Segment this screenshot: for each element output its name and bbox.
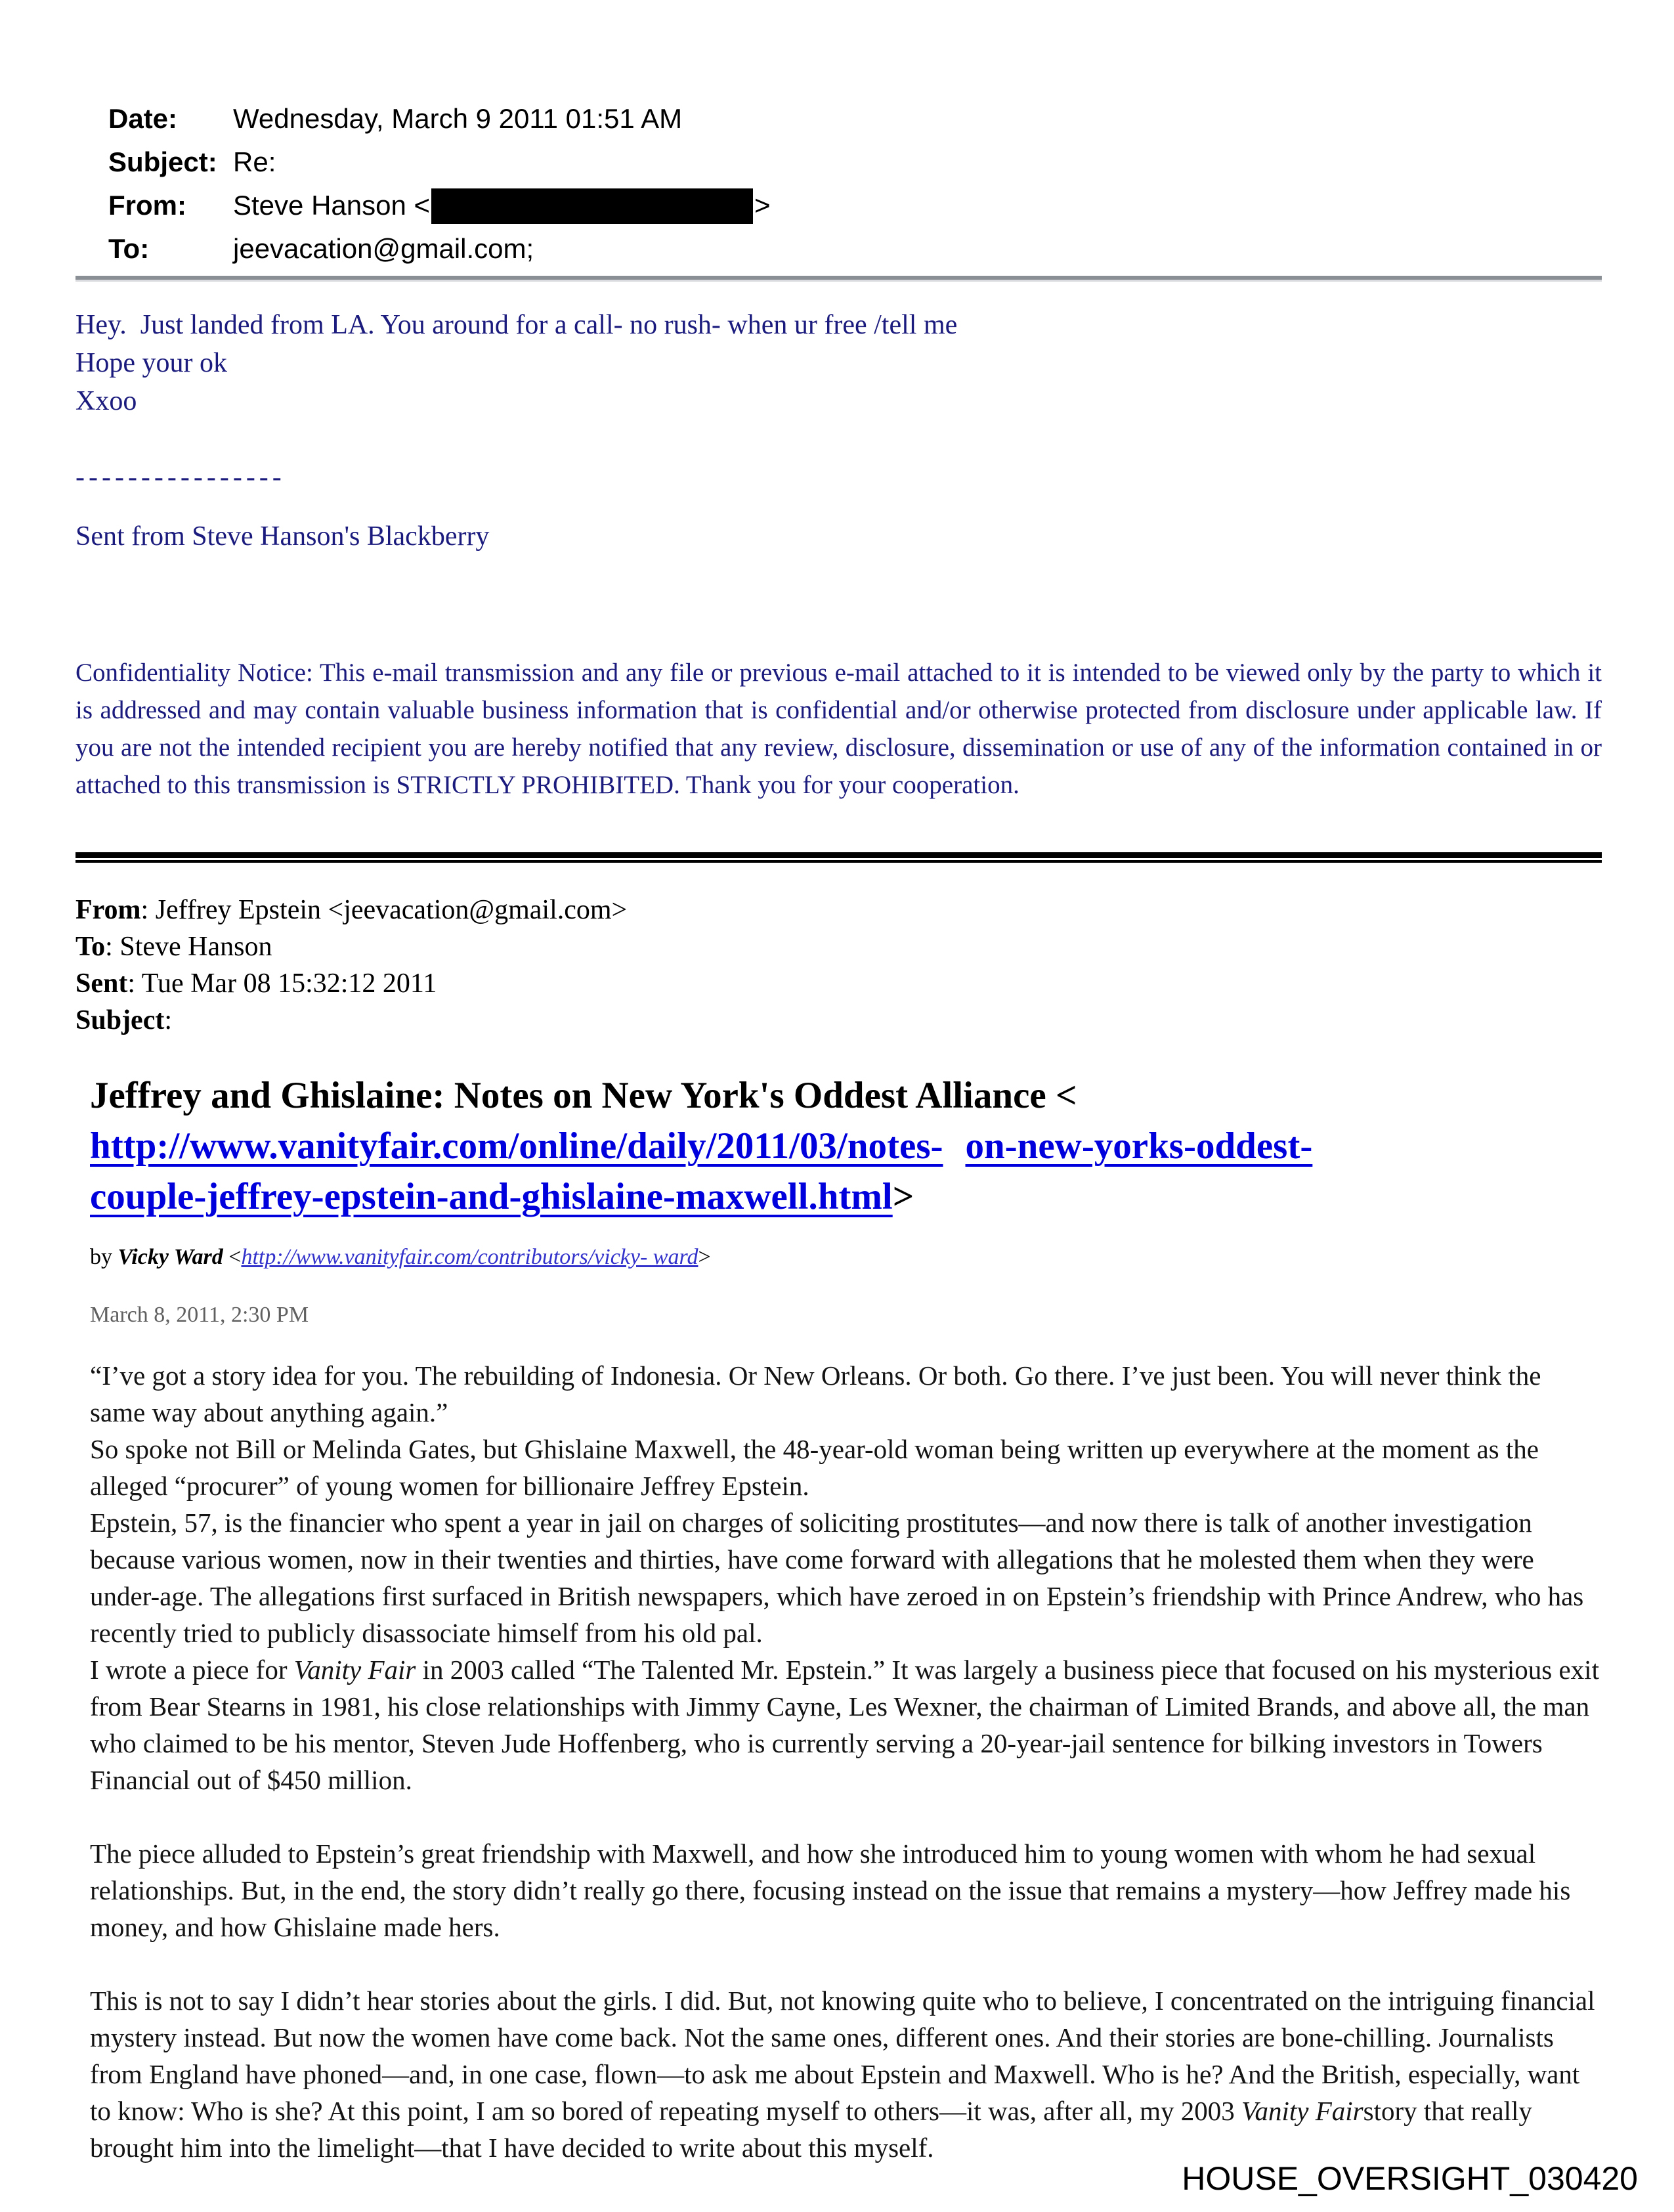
email-thread-divider: [75, 852, 1602, 863]
email1-body: [75, 306, 1602, 804]
email1-from-value: [233, 184, 771, 227]
email1-to-value: jeevacation@gmail.com;: [233, 233, 534, 264]
email2-subject-value: :: [164, 1005, 173, 1035]
paragraph-text: story that really brought him into the limelight—that I have decided to write about this myself.: [90, 2096, 1532, 2163]
email2-subject-label: Subject: [75, 1005, 165, 1035]
article-paragraph: Epstein, 57, is the financier who spent a year in jail on charges of soliciting prostitutes—and now there is talk of another investigation because various women, now in their twenties and thirties, have come forward with allegations that he molested them when they were under-age. The allegations first surfaced in British newspapers, which have zeroed in on Epstein’s friendship with Prince Andrew, who has recently tried to publicly disassociate himself from his old pal.: [90, 1507, 1584, 1648]
email2-sent-label: Sent: [75, 968, 128, 999]
byline-author-link[interactable]: http://www.vanityfair.com/contributors/vicky- ward: [241, 1245, 698, 1269]
vanity-fair-italic: Vanity Fair: [1241, 2096, 1363, 2126]
email1-subject-label: Subject:: [108, 146, 217, 177]
email2-from-value: : Jeffrey Epstein <jeevacation@gmail.com>: [140, 895, 628, 925]
article-paragraph: The piece alluded to Epstein’s great friendship with Maxwell, and how she introduced him to young women with whom he had sexual relationships. But, in the end, the story didn’t really go there, focusing instead on the issue that remains a mystery—how Jeffrey made his money, and how Ghislaine made hers.: [90, 1838, 1571, 1942]
article-paragraph: “I’ve got a story idea for you. The rebuilding of Indonesia. Or New Orleans. Or both. Go there. I’ve just been. You will never think the same way about anything again.”: [90, 1360, 1541, 1427]
email2-header: [75, 892, 1602, 1039]
email2-sent-value: : Tue Mar 08 15:32:12 2011: [127, 968, 437, 999]
email1-from-row: [108, 184, 1602, 227]
email1-body-line: Hope your ok: [75, 348, 227, 378]
email2-subject-row: [75, 1002, 1602, 1039]
paragraph-text: This is not to say I didn’t hear stories about the girls. I did. But, not knowing quite who to believe, I concentrated on the intriguing financial mystery instead. But now the women have come back. Not the same ones, different ones. And their stories are bone-chilling. Journalists from England have phoned—and, in one case, flown—to ask me about Epstein and Maxwell. Who is he? And the British, especially, want to know: Who is she? At this point, I am so bored of repeating myself to others—it was, after all, my 2003: [90, 1985, 1595, 2126]
email1-subject-row: [108, 141, 1602, 184]
email1-subject-value: Re:: [233, 146, 276, 177]
email2-to-label: To: [75, 932, 106, 962]
article-url-part3[interactable]: couple-jeffrey-epstein-and-ghislaine-maxwell.html: [90, 1176, 893, 1217]
paragraph-text: in 2003 called “The Talented Mr. Epstein.” It was largely a business piece that focused on his mysterious exit from Bear Stearns in 1981, his close relationships with Jimmy Cayne, Les Wexner, the chairman of Limited Brands, and above all, the man who claimed to be his mentor, Steven Jude Hoffenberg, who is currently serving a 20-year-jail sentence for bilking investors in Towers Financial out of $450 million.: [90, 1655, 1599, 1795]
email2-from-label: From: [75, 895, 141, 925]
byline-by: by: [90, 1245, 118, 1269]
article-date: March 8, 2011, 2:30 PM: [90, 1303, 309, 1327]
article-paragraph: So spoke not Bill or Melinda Gates, but Ghislaine Maxwell, the 48-year-old woman being written up everywhere at the moment as the alleged “procurer” of young women for billionaire Jeffrey Epstein.: [90, 1434, 1539, 1501]
email1-date-value: Wednesday, March 9 2011 01:51 AM: [233, 103, 683, 134]
email2-sent-row: [75, 965, 1602, 1002]
email2-from-row: [75, 892, 1602, 928]
article-paragraph: [90, 1982, 1602, 2166]
email1-from-name: Steve Hanson <: [233, 190, 431, 221]
header-divider-line: [75, 276, 1602, 280]
byline-author: Vicky Ward: [118, 1245, 223, 1269]
confidentiality-notice: Confidentiality Notice: This e-mail transmission and any file or previous e-mail attached to it is intended to be viewed only by the party to which it is addressed and may contain valuable business information that is confidential and/or otherwise protected from disclosure under applicable law. If you are not the intended recipient you are hereby notified that any review, disclosure, dissemination or use of any of the information contained in or attached to this transmission is STRICTLY PROHIBITED. Thank you for your cooperation.: [75, 659, 1602, 799]
title-open-bracket: <: [1055, 1075, 1077, 1116]
redaction-box: [431, 188, 753, 224]
signature-separator: ----------------: [75, 462, 286, 492]
title-close-bracket: >: [892, 1176, 914, 1217]
article-paragraph: [90, 1651, 1602, 1798]
email1-body-line: Xxoo: [75, 386, 137, 416]
article-byline: [90, 1239, 1602, 1276]
article-title: [90, 1070, 1602, 1222]
article-url-link[interactable]: [90, 1125, 1312, 1217]
article-title-text: Jeffrey and Ghislaine: Notes on New York's Oddest Alliance: [90, 1075, 1056, 1116]
bates-number: HOUSE_OVERSIGHT_030420: [1182, 2160, 1638, 2197]
article-url-part1[interactable]: http://www.vanityfair.com/online/daily/2011/03/notes-: [90, 1125, 943, 1167]
article-url-part2[interactable]: on-new-yorks-oddest-: [965, 1125, 1313, 1167]
byline-close-bracket: >: [698, 1245, 711, 1269]
email1-date-row: [108, 97, 1602, 141]
vanity-fair-italic: Vanity Fair: [293, 1655, 416, 1685]
blackberry-signature: Sent from Steve Hanson's Blackberry: [75, 521, 490, 552]
byline-open-bracket: <: [223, 1245, 242, 1269]
email1-date-label: Date:: [108, 103, 178, 134]
email1-header: [108, 97, 1602, 271]
email1-to-row: [108, 227, 1602, 271]
email2-to-row: [75, 928, 1602, 965]
email1-from-close: >: [754, 190, 771, 221]
email1-to-label: To:: [108, 233, 150, 264]
email2-to-value: : Steve Hanson: [105, 932, 272, 962]
article: [90, 1070, 1602, 2166]
paragraph-text: I wrote a piece for: [90, 1655, 294, 1685]
email1-from-label: From:: [108, 190, 186, 221]
email1-body-line: Hey. Just landed from LA. You around for a call- no rush- when ur free /tell me: [75, 310, 958, 340]
